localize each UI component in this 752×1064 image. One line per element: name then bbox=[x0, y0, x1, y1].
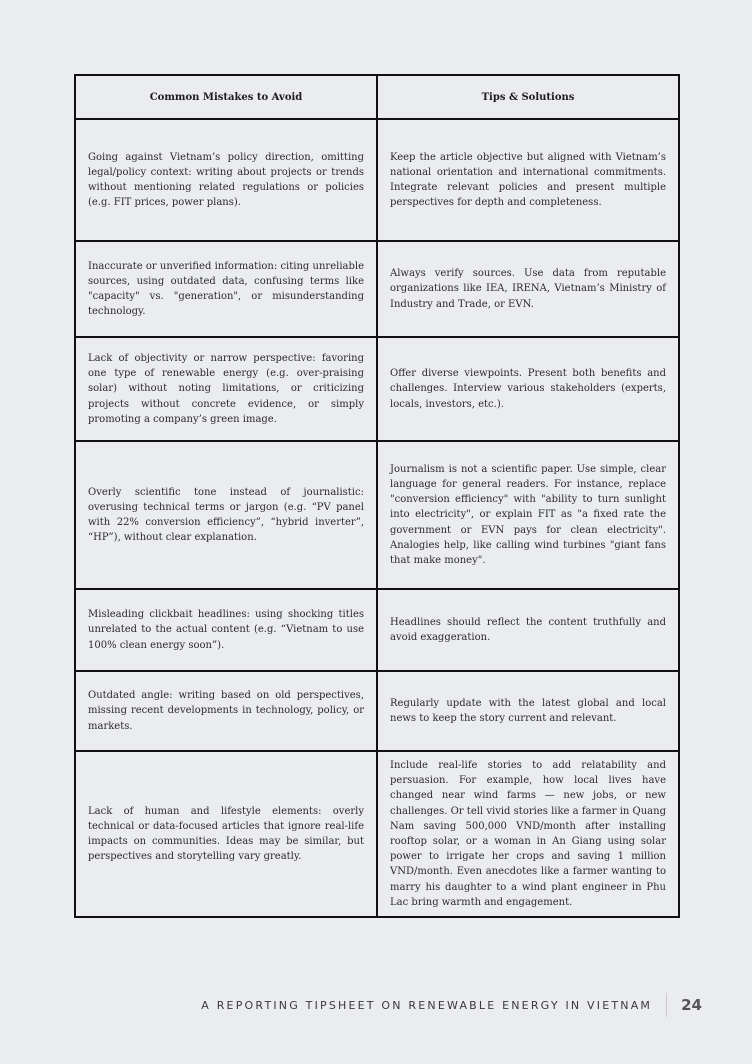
mistake-cell: Overly scientific tone instead of journalistic: overusing technical terms or jargon (e.g. “PV panel with 22% conversion efficiency”, “hybrid inverter”, “HP”), without clear explanation. bbox=[75, 441, 377, 589]
tip-cell: Keep the article objective but aligned with Vietnam’s national orientation and international commitments. Integrate relevant policies and present multiple perspectives for depth and completeness. bbox=[377, 119, 679, 241]
mistake-cell: Lack of objectivity or narrow perspective: favoring one type of renewable energy (e.g. over-praising solar) without noting limitations, or criticizing projects without concrete evidence, or simply promoting a company’s green image. bbox=[75, 337, 377, 441]
tip-cell: Journalism is not a scientific paper. Use simple, clear language for general readers. For instance, replace "conversion efficiency" with "ability to turn sunlight into electricity", or explain FIT as "a fixed rate the government or EVN pays for clean electricity". Analogies help, like calling wind turbines "giant fans that make money". bbox=[377, 441, 679, 589]
table-row bbox=[75, 671, 679, 751]
header-tips-solutions: Tips & Solutions bbox=[377, 75, 679, 119]
tip-cell: Include real-life stories to add relatability and persuasion. For example, how local lives have changed near wind farms — new jobs, or new challenges. Or tell vivid stories like a farmer in Quang Nam saving 500,000 VND/month after installing rooftop solar, or a woman in An Giang using solar power to irrigate her crops and saving 1 million VND/month. Even anecdotes like a farmer wanting to marry his daughter to a wind plant engineer in Phu Lac bring warmth and engagement. bbox=[377, 751, 679, 917]
mistakes-tips-table bbox=[74, 74, 680, 918]
table-row bbox=[75, 337, 679, 441]
footer-document-title: A REPORTING TIPSHEET ON RENEWABLE ENERGY IN VIETNAM bbox=[201, 998, 653, 1012]
mistake-cell: Lack of human and lifestyle elements: overly technical or data-focused articles that ignore real-life impacts on communities. Ideas may be similar, but perspectives and storytelling vary greatly. bbox=[75, 751, 377, 917]
mistake-cell: Going against Vietnam’s policy direction, omitting legal/policy context: writing about projects or trends without mentioning related regulations or policies (e.g. FIT prices, power plans). bbox=[75, 119, 377, 241]
tip-cell: Headlines should reflect the content truthfully and avoid exaggeration. bbox=[377, 589, 679, 671]
mistake-cell: Misleading clickbait headlines: using shocking titles unrelated to the actual content (e.g. “Vietnam to use 100% clean energy soon”). bbox=[75, 589, 377, 671]
table-row bbox=[75, 751, 679, 917]
mistake-cell: Outdated angle: writing based on old perspectives, missing recent developments in technology, policy, or markets. bbox=[75, 671, 377, 751]
tip-cell: Offer diverse viewpoints. Present both benefits and challenges. Interview various stakeholders (experts, locals, investors, etc.). bbox=[377, 337, 679, 441]
page-number: 24 bbox=[681, 996, 702, 1014]
tip-cell: Always verify sources. Use data from reputable organizations like IEA, IRENA, Vietnam’s Ministry of Industry and Trade, or EVN. bbox=[377, 241, 679, 337]
page-footer bbox=[201, 993, 702, 1017]
mistake-cell: Inaccurate or unverified information: citing unreliable sources, using outdated data, confusing terms like "capacity" vs. "generation", or misunderstanding technology. bbox=[75, 241, 377, 337]
table-header-row bbox=[75, 75, 679, 119]
mistakes-tips-table-container bbox=[74, 74, 678, 918]
table-row bbox=[75, 589, 679, 671]
table-row bbox=[75, 441, 679, 589]
tip-cell: Regularly update with the latest global and local news to keep the story current and relevant. bbox=[377, 671, 679, 751]
footer-divider bbox=[666, 993, 667, 1017]
header-common-mistakes: Common Mistakes to Avoid bbox=[75, 75, 377, 119]
table-row bbox=[75, 119, 679, 241]
table-row bbox=[75, 241, 679, 337]
